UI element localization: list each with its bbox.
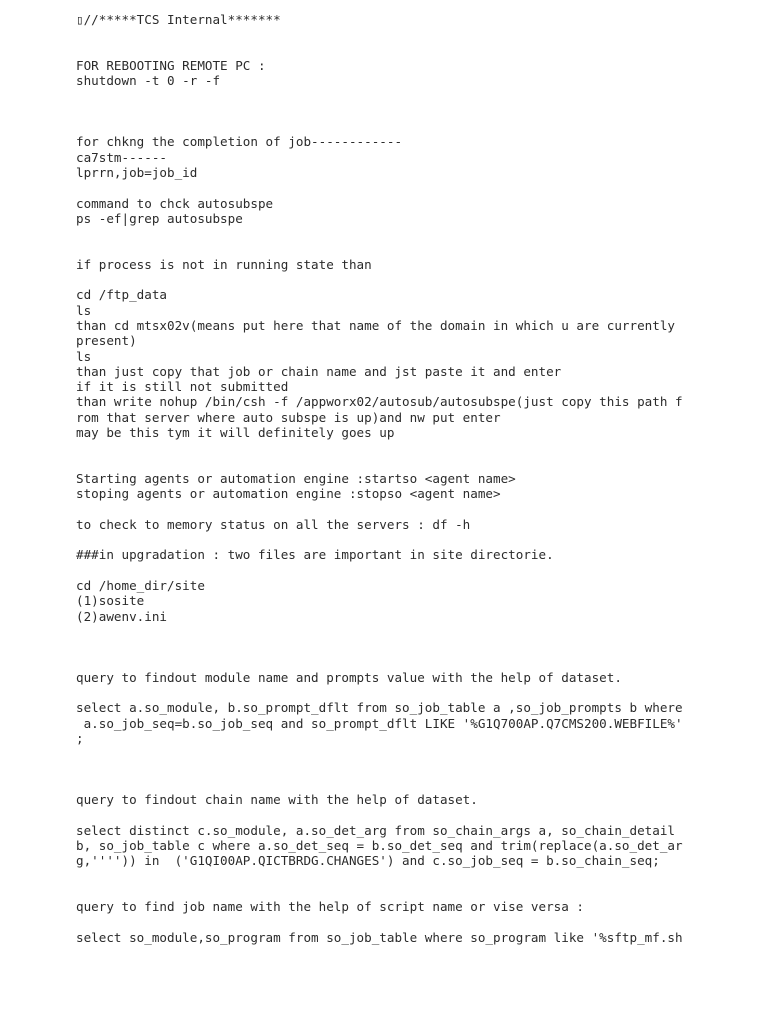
text-line: ps -ef|grep autosubspe: [76, 210, 243, 226]
text-line: stoping agents or automation engine :stopso <agent name>: [76, 486, 501, 502]
text-line: g,'''')) in ('G1QI00AP.QICTBRDG.CHANGES') and c.so_job_seq = b.so_chain_seq;: [76, 853, 660, 869]
text-line: select a.so_module, b.so_prompt_dflt from so_job_table a ,so_job_prompts b where: [76, 700, 683, 716]
text-line: [76, 272, 696, 287]
text-line: query to findout chain name with the help of dataset.: [76, 792, 478, 808]
text-line: [76, 104, 696, 119]
text-line: [76, 241, 696, 256]
text-line: [76, 88, 696, 103]
text-line: select distinct c.so_module, a.so_det_arg from so_chain_args a, so_chain_detail: [76, 822, 675, 838]
text-line: [76, 180, 696, 195]
text-line: may be this tym it will definitely goes up: [76, 425, 395, 441]
text-line: (2)awenv.ini: [76, 608, 167, 624]
text-line: [76, 777, 696, 792]
text-line: [76, 440, 696, 455]
text-line: to check to memory status on all the servers : df -h: [76, 516, 471, 532]
text-line: [76, 563, 696, 578]
text-line: [76, 746, 696, 761]
text-line: ls: [76, 348, 92, 364]
text-line: ls: [76, 302, 92, 318]
text-line: shutdown -t 0 -r -f: [76, 73, 221, 89]
text-line: [76, 532, 696, 547]
text-line: [76, 762, 696, 777]
text-line: cd /ftp_data: [76, 287, 167, 303]
text-line: [76, 624, 696, 639]
text-line: ca7stm------: [76, 149, 167, 165]
text-line: ;: [76, 730, 84, 746]
text-line: [76, 27, 696, 42]
text-line: present): [76, 333, 137, 349]
text-line: ▯//*****TCS Internal*******: [76, 12, 281, 27]
text-line: rom that server where auto subspe is up)and nw put enter: [76, 409, 501, 425]
text-line: b, so_job_table c where a.so_det_seq = b.so_det_seq and trim(replace(a.so_det_ar: [76, 838, 683, 854]
text-line: if it is still not submitted: [76, 379, 289, 395]
text-line: than write nohup /bin/csh -f /appworx02/autosub/autosubspe(just copy this path f: [76, 394, 683, 410]
text-line: [76, 119, 696, 134]
text-line: for chkng the completion of job------------: [76, 134, 403, 150]
text-line: cd /home_dir/site: [76, 577, 205, 593]
text-line: [76, 639, 696, 654]
text-line: Starting agents or automation engine :startso <agent name>: [76, 470, 516, 486]
text-line: [76, 226, 696, 241]
text-line: query to find job name with the help of script name or vise versa :: [76, 899, 584, 915]
text-line: a.so_job_seq=b.so_job_seq and so_prompt_dflt LIKE '%G1Q700AP.Q7CMS200.WEBFILE%': [76, 715, 683, 731]
text-line: than just copy that job or chain name and jst paste it and enter: [76, 363, 562, 379]
text-line: FOR REBOOTING REMOTE PC :: [76, 57, 266, 73]
text-line: [76, 43, 696, 58]
text-line: than cd mtsx02v(means put here that name of the domain in which u are currently: [76, 317, 675, 333]
text-line: select so_module,so_program from so_job_table where so_program like '%sftp_mf.sh: [76, 929, 683, 945]
text-line: query to findout module name and prompts value with the help of dataset.: [76, 669, 622, 685]
text-line: [76, 869, 696, 884]
text-line: [76, 456, 696, 471]
text-line: ###in upgradation : two files are important in site directorie.: [76, 547, 554, 563]
text-line: [76, 807, 696, 822]
text-line: [76, 654, 696, 669]
text-line: command to chck autosubspe: [76, 195, 274, 211]
text-line: [76, 884, 696, 899]
text-line: [76, 915, 696, 930]
text-line: if process is not in running state than: [76, 256, 372, 272]
document-text: [76, 12, 696, 945]
text-line: [76, 502, 696, 517]
text-line: [76, 685, 696, 700]
text-line: (1)sosite: [76, 593, 145, 609]
text-line: lprrn,job=job_id: [76, 164, 198, 180]
